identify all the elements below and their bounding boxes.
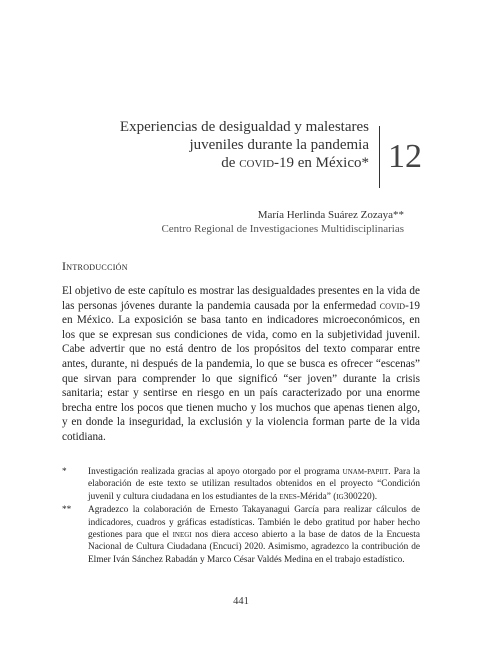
- section-heading: Introducción: [62, 259, 128, 273]
- footnote-text-part: . Para la elaboración de este texto se utilizan resultados obtenidos en el proyecto “Condición juvenil y cultura ciudadana en los estudiantes de la: [88, 467, 421, 502]
- footnote-text: [88, 504, 420, 566]
- footnote-smallcaps: enes: [279, 491, 297, 502]
- footnote-text-part: ).: [371, 491, 378, 502]
- author-name: María Herlinda Suárez Zozaya**: [257, 209, 404, 221]
- footnote-text-part: nos diera acceso abierto a la base de datos de la Encuesta Nacional de Cultura Ciudadana (Encuci) 2020. Asimismo, agradezco la contribución de Elmer Iván Sánchez Rabadán y Marco César Valdés Medina en el trabajo estadístico.: [88, 530, 420, 565]
- footnote-smallcaps: ig300220: [336, 491, 372, 502]
- author-block: [161, 208, 404, 236]
- chapter-title-text: en México*: [294, 155, 369, 171]
- footnote-smallcaps: unam-papiit: [342, 467, 389, 477]
- page-number: 441: [233, 596, 249, 607]
- body-smallcaps: covid-19: [379, 299, 420, 312]
- footnote-text: [88, 466, 420, 503]
- footnotes: [62, 466, 420, 567]
- chapter-title-line-3: [114, 154, 369, 172]
- chapter-header: [114, 118, 422, 188]
- footnote-text-part: Investigación realizada gracias al apoyo otorgado por el programa: [88, 467, 343, 477]
- body-text: El objetivo de este capítulo es mostrar las desigualdades presentes en la vida de las personas jóvenes durante la pandemia causada por la enfermedad: [62, 285, 420, 312]
- footnote-mark: *: [62, 467, 67, 477]
- author-institution: Centro Regional de Investigaciones Multidisciplinarias: [161, 223, 404, 235]
- footnote: [62, 504, 420, 566]
- footnote-text-part: Agradezco la colaboración de Ernesto Takayanagui García para realizar cálculos de indicadores, cuadros y gráficas estadísticas. También le debo gratitud por haber hecho gestiones para que el: [88, 505, 420, 541]
- footnote-smallcaps: inegi: [172, 530, 192, 541]
- body-paragraph: [62, 284, 420, 445]
- chapter-title-line-2: juveniles durante la pandemia: [189, 137, 369, 153]
- footnote-mark: **: [62, 505, 72, 516]
- chapter-title-text: de: [221, 155, 240, 171]
- chapter-title: [114, 118, 379, 172]
- chapter-number: 12: [388, 138, 422, 175]
- footnote: [62, 466, 420, 503]
- chapter-title-smallcaps: covid-19: [239, 155, 295, 171]
- body-text: en México. La exposición se basa tanto en indicadores microeconómicos, en los que se expresan sus condiciones de vida, como en la subjetividad juvenil. Cabe advertir que no está dentro de los propósitos del texto comparar entre antes, durante, ni después de la pandemia, lo que se busca es ofrecer “escenas” que sirvan para comprender lo que significó “ser joven” durante la crisis sanitaria; estar y sentirse en riesgo en un país caracterizado por una enorme brecha entre los pocos que tienen mucho y los muchos que apenas tienen algo, y en donde la inseguridad, la exclusión y la violencia forman parte de la vida cotidiana.: [62, 314, 420, 443]
- chapter-title-line-1: Experiencias de desigualdad y malestares: [119, 119, 369, 135]
- footnote-text-part: -Mérida” (: [296, 491, 337, 502]
